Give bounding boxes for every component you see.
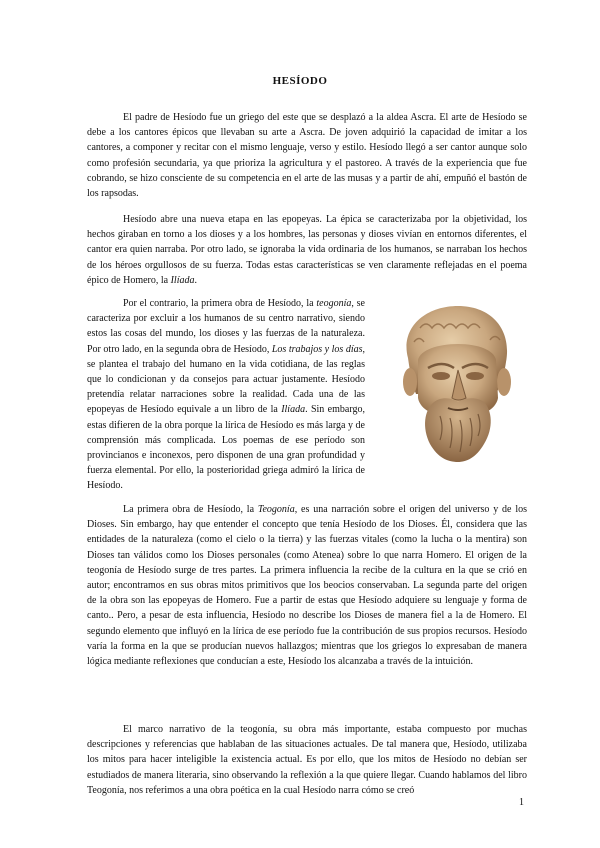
paragraph-3-text-b: , se caracteriza por excluir a los humanos de su centro narrativo, siendo estos las cosas del mundo, los dioses y las fuerzas de la naturaleza. Por otro lado, en la segunda obra de Hesíodo,	[87, 298, 365, 355]
paragraph-3-text-c: , se plantea el trabajo del humano en la vida cotidiana, de las reglas que lo condicionan y da consejos para actuar justamente. Hesíodo pretendía relatar narraciones sobre la realidad. Cada una de las epopeyas de Hesíodo equivale a un libro de la	[87, 343, 365, 416]
teogonia-title: teogonía	[316, 298, 352, 309]
paragraph-4-text-b: , es una narración sobre el origen del universo y de los Dioses. Sin embargo, hay que entender el concepto que tenía Hesíodo de los Dioses. Él, considera que las entidades de la naturaleza (como el cielo o la tierra) y las fuerzas vitales (como la lucha o la mentira) son Dioses tan válidos como los Dioses personales (como Atenea) sobre lo que narra Homero. El origen de la teogonía de Hesíodo surge de tres partes. La primera influencia la recibe de la cultura en la que se crió en autor; encontramos en sus obras mitos primitivos que los beocios conservaban. La segunda parte del origen de la obra son las epopeyas de Homero. Fue a partir de estas que Hesíodo adquiere su lenguaje y forma de canto.. Pero, a pesar de esta influencia, Hesíodo no describe los Dioses de manera fiel a la de Homero. El segundo elemento que influyó en la lírica de ese período fue la contribución de sus propios recursos. Hesíodo varía la forma en la que se producían nuevos hallazgos; mientras que los griegos lo expresaban de manera lógica mediante reflexiones que conducían a este, Hesíodo los alcanzaba a través de la intuición.	[87, 504, 527, 668]
teogonia-title-2: Teogonía	[257, 504, 295, 515]
paragraph-2-text: Hesíodo abre una nueva etapa en las epopeyas. La épica se caracterizaba por la objetividad, los hechos giraban en torno a los dioses y a los hombres, las personas y dioses vivían en entornos diferentes, el cantor era quien narraba. Por otro lado, se ignoraba la vida ordinaria de los humanos, se narraban los hechos de los héroes orgullosos de su fuerza. Todas estas características se ven claramente reflejadas en el poema épico de Homero, la	[87, 214, 527, 286]
paragraph-3	[87, 296, 365, 494]
iliada-title-2: Ilíada	[281, 404, 306, 416]
paragraph-3-text-a: Por el contrario, la primera obra de Hesíodo, la	[123, 298, 317, 309]
paragraph-2	[87, 212, 527, 288]
trabajos-title: Los trabajos y los días	[271, 343, 363, 355]
paragraph-1: El padre de Hesíodo fue un griego del este que se desplazó a la aldea Ascra. El arte de Hesíodo se debe a los cantores épicos que llevaban su arte a Ascra. De joven adquirió la capacidad de imitar a los cantores, a componer y recitar con el mismo lenguaje, verso y estilo. Hesíodo llegó a ser cantor aunque solo como profesión secundaria, ya que prioriza la agricultura y el pastoreo. A través de la experiencia que fue cobrando, se hizo consciente de su competencia en el arte de las musas y a partir de ahí, empuñó el bastón de los rapsodas.	[87, 112, 527, 200]
document-title: HESÍODO	[272, 75, 328, 87]
paragraph-2-end: .	[194, 274, 197, 286]
page-number: 1	[519, 797, 524, 808]
paragraph-3-text-d: . Sin embargo, estas difieren de la obra porque la lírica de Hesíodo es más larga y de comprensión más complicada. Los poemas de ese período son provincianos e inconexos, pero disponen de una gran profundidad y fuerza elemental. Por ello, la posterioridad griega admiró la lírica de Hesíodo.	[87, 404, 365, 492]
paragraph-4	[87, 502, 527, 669]
hesiod-bust-image	[380, 298, 530, 466]
paragraph-5: El marco narrativo de la teogonía, su obra más importante, estaba compuesto por muchas descripciones y referencias que hablaban de las situaciones actuales. De tal manera que, Hesíodo, utilizaba los mitos para hacer inteligible la existencia actual. Es por ello, que los mitos de Hesíodo no debían ser estudiados de manera literaria, sino observando la reflexión a la que quiere llegar. Cuando hablamos del libro Teogonía, nos referimos a una obra poética en la cual Hesíodo narra cómo se creó	[87, 724, 527, 796]
paragraph-4-text-a: La primera obra de Hesíodo, la	[123, 504, 258, 515]
iliada-title: Ilíada	[170, 274, 195, 286]
